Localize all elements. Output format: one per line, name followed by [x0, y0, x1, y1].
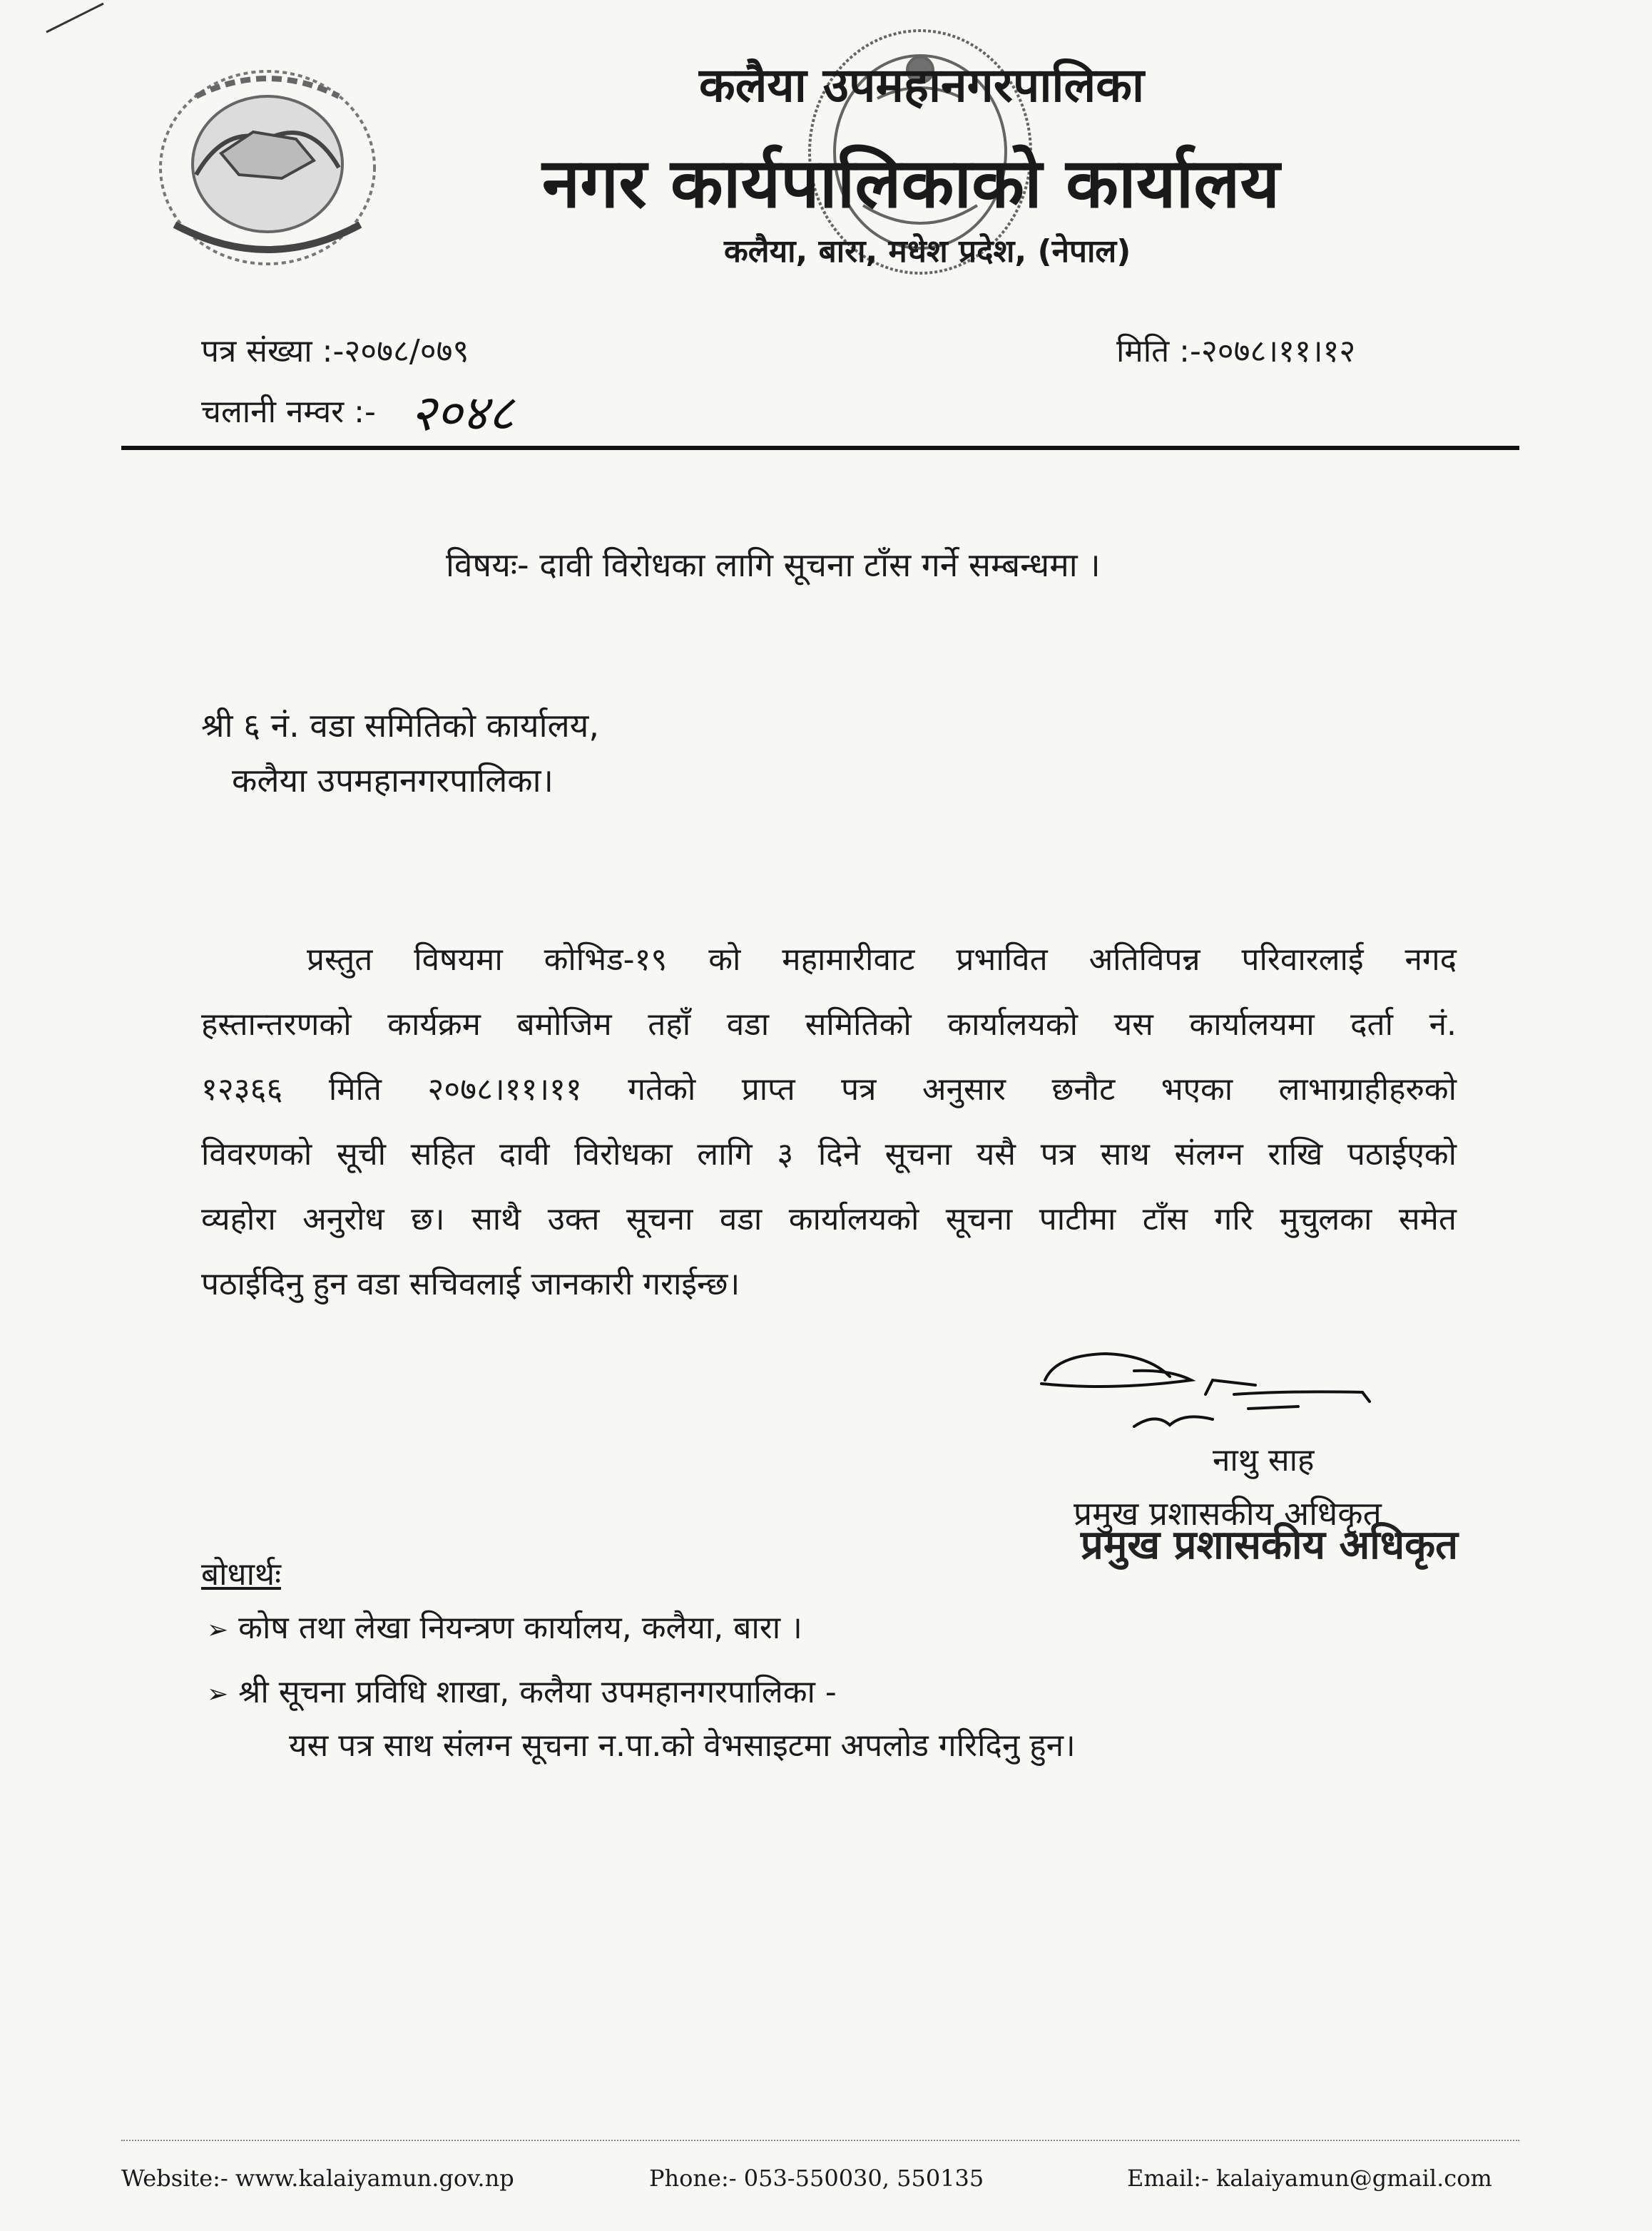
cc-item-text: कोष तथा लेखा नियन्त्रण कार्यालय, कलैया, बारा ।	[238, 1610, 802, 1646]
office-name: नगर कार्यपालिकाको कार्यालय	[542, 143, 1280, 223]
body-line: हस्तान्तरणको कार्यक्रम बमोजिम तहाँ वडा समितिको कार्यालयको यस कार्यालयमा दर्ता नं.	[201, 1006, 1457, 1043]
dispatch-label: चलानी नम्वर :-	[201, 394, 376, 430]
footer-divider	[121, 2140, 1519, 2141]
letter-date: मिति :-२०७८।११।१२	[1116, 333, 1356, 369]
signer-title: प्रमुख प्रशासकीय अधिकृत	[1074, 1494, 1382, 1533]
cc-item	[207, 1669, 837, 1712]
cc-item-text: श्री सूचना प्रविधि शाखा, कलैया उपमहानगरपालिका -	[238, 1674, 837, 1710]
letter-body	[201, 927, 1457, 1317]
addressee-line-1: श्री ६ नं. वडा समितिको कार्यालय,	[201, 706, 599, 745]
corner-pen-mark	[43, 0, 114, 36]
arrow-bullet-icon: ➢	[207, 1615, 229, 1645]
cc-item	[207, 1605, 802, 1648]
body-line: पठाईदिनु हुन वडा सचिवलाई जानकारी गराईन्छ।	[201, 1266, 740, 1302]
cc-label: बोधार्थः	[201, 1556, 281, 1593]
addressee-line-2: कलैया उपमहानगरपालिका।	[232, 761, 554, 800]
cc-item-continuation: यस पत्र साथ संलग्न सूचना न.पा.को वेभसाइटमा अपलोड गरिदिनु हुन।	[289, 1727, 1076, 1764]
footer-phone: Phone:- 053-550030, 550135	[649, 2165, 984, 2192]
footer-email: Email:- kalaiyamun@gmail.com	[1127, 2165, 1492, 2192]
handwritten-signature	[1027, 1341, 1427, 1441]
letter-subject: विषयः- दावी विरोधका लागि सूचना टाँस गर्ने सम्बन्धमा ।	[446, 546, 1101, 584]
body-line: प्रस्तुत विषयमा कोभिड-१९ को महामारीवाट प्रभावित अतिविपन्न परिवारलाई नगद	[307, 941, 1457, 978]
body-line: व्यहोरा अनुरोध छ। साथै उक्त सूचना वडा कार्यालयको सूचना पाटीमा टाँस गरि मुचुलका समेत	[201, 1201, 1457, 1237]
signer-rubber-stamp: प्रमुख प्रशासकीय अधिकृत	[1081, 1522, 1459, 1568]
header-divider	[121, 446, 1519, 450]
footer-website: Website:- www.kalaiyamun.gov.np	[121, 2165, 514, 2192]
letter-number: पत्र संख्या :-२०७८/०७९	[201, 333, 469, 369]
office-address: कलैया, बारा, मधेश प्रदेश, (नेपाल)	[724, 233, 1131, 270]
signer-title-block	[1074, 1491, 1516, 1569]
arrow-bullet-icon: ➢	[207, 1680, 229, 1709]
body-line: १२३६६ मिति २०७८।११।११ गतेको प्राप्त पत्र अनुसार छनौट भएका लाभाग्राहीहरुको	[201, 1071, 1457, 1108]
nepal-emblem-icon	[153, 61, 382, 275]
signer-name: नाथु साह	[1213, 1442, 1315, 1479]
dispatch-number-handwritten: २०४८	[410, 384, 514, 442]
body-line: विवरणको सूची सहित दावी विरोधका लागि ३ दिने सूचना यसै पत्र साथ संलग्न राखि पठाईएको	[201, 1136, 1457, 1173]
org-name: कलैया उपमहानगरपालिका	[699, 58, 1145, 113]
